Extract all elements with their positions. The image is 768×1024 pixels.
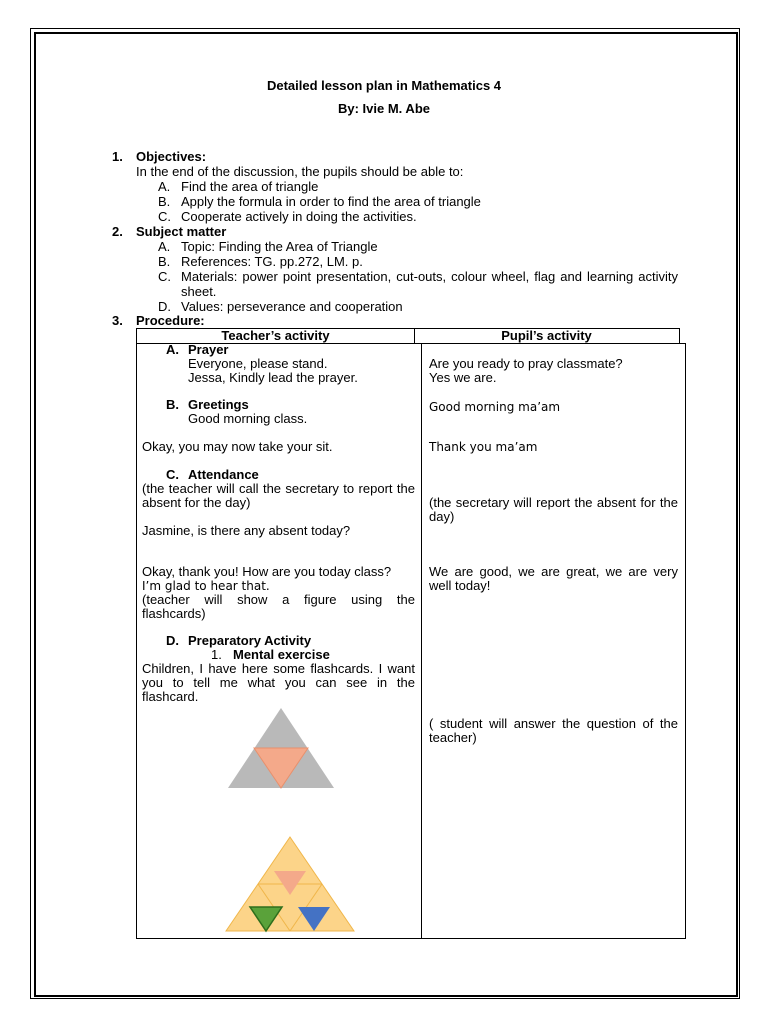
column-header-teacher: Teacher’s activity: [221, 328, 330, 343]
pupil-reply: We are good, we are great, we are very well today!: [429, 564, 678, 593]
item-letter: B.: [166, 397, 179, 412]
list-item: References: TG. pp.272, LM. p.: [181, 254, 363, 269]
pupil-line: Are you ready to pray classmate?: [429, 356, 623, 371]
attendance-heading: Attendance: [188, 467, 259, 482]
preparatory-heading: Preparatory Activity: [188, 633, 312, 648]
table-column-divider: [421, 343, 422, 939]
pupil-line: Yes we are.: [429, 370, 497, 385]
document-title: Detailed lesson plan in Mathematics 4: [266, 78, 502, 93]
item-letter: C.: [166, 467, 179, 482]
pupil-line: Thank you ma’am: [429, 440, 538, 454]
teacher-text: Children, I have here some flashcards. I want you to tell me what you can see in the flashcard.: [142, 661, 415, 704]
objectives-intro: In the end of the discussion, the pupils should be able to:: [136, 164, 464, 179]
list-item: Apply the formula in order to find the area of triangle: [181, 194, 481, 209]
list-letter: B.: [158, 254, 171, 269]
pupil-line: Good morning ma’am: [429, 400, 561, 414]
prayer-heading: Prayer: [188, 342, 229, 357]
list-letter: B.: [158, 194, 171, 209]
table-top-line: [421, 343, 685, 344]
teacher-line: Okay, you may now take your sit.: [142, 439, 333, 454]
teacher-note: (the teacher will call the secretary to report the absent for the day): [142, 481, 415, 510]
item-letter: A.: [166, 342, 179, 357]
list-item: Materials: power point presentation, cut-outs, colour wheel, flag and learning activity sheet.: [181, 269, 678, 299]
document-author: By: Ivie M. Abe: [338, 101, 430, 116]
teacher-line: Good morning class.: [188, 411, 308, 426]
greetings-heading: Greetings: [188, 397, 249, 412]
list-item: Cooperate actively in doing the activities.: [181, 209, 417, 224]
list-letter: D.: [158, 299, 171, 314]
list-letter: A.: [158, 179, 171, 194]
procedure-heading: Procedure:: [136, 313, 205, 328]
teacher-line: Jessa, Kindly lead the prayer.: [188, 370, 358, 385]
list-letter: A.: [158, 239, 171, 254]
list-item: Find the area of triangle: [181, 179, 319, 194]
flashcard-triangle-2: [224, 835, 356, 933]
teacher-line: Okay, thank you! How are you today class?: [142, 564, 392, 579]
pupil-line: ( student will answer the question of the teacher): [429, 716, 678, 745]
section-number: 2.: [112, 224, 123, 239]
mental-exercise-heading: Mental exercise: [233, 647, 330, 662]
teacher-note: (teacher will show a figure using the flashcards): [142, 592, 415, 621]
list-letter: C.: [158, 209, 171, 224]
flashcard-triangle-1: [226, 706, 336, 790]
column-header-pupil: Pupil’s activity: [501, 328, 592, 343]
objectives-heading: Objectives:: [136, 149, 207, 164]
list-item: Values: perseverance and cooperation: [181, 299, 403, 314]
subject-heading: Subject matter: [136, 224, 227, 239]
list-item: Topic: Finding the Area of Triangle: [181, 239, 378, 254]
teacher-line: I’m glad to hear that.: [142, 579, 270, 593]
teacher-line: Everyone, please stand.: [188, 356, 328, 371]
sub-number: 1.: [211, 647, 222, 662]
section-number: 1.: [112, 149, 123, 164]
list-letter: C.: [158, 269, 171, 284]
pupil-note: (the secretary will report the absent for the day): [429, 495, 678, 524]
item-letter: D.: [166, 633, 179, 648]
teacher-line: Jasmine, is there any absent today?: [142, 523, 351, 538]
section-number: 3.: [112, 313, 123, 328]
